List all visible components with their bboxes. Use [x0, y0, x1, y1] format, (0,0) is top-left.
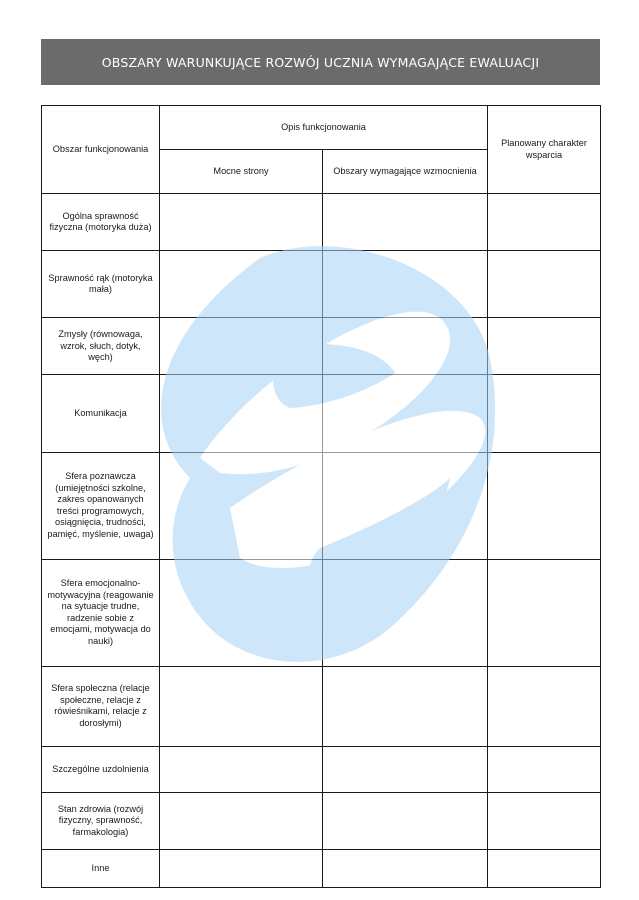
support-cell[interactable]	[488, 453, 601, 559]
table-row	[42, 746, 601, 792]
row-area-label: Sfera poznawcza (umiejętności szkolne, zakres opanowanych treści programowych, osiągnięcia, trudności, pamięć, myślenie, uwaga)	[42, 453, 160, 559]
needs-cell[interactable]	[323, 666, 488, 746]
needs-cell[interactable]	[323, 453, 488, 559]
needs-cell[interactable]	[323, 746, 488, 792]
needs-cell[interactable]	[323, 792, 488, 849]
strengths-cell[interactable]	[160, 251, 323, 318]
row-area-label: Inne	[42, 849, 160, 887]
header-support: Planowany charakter wsparcia	[488, 106, 601, 194]
table-row	[42, 849, 601, 887]
needs-cell[interactable]	[323, 375, 488, 453]
needs-cell[interactable]	[323, 318, 488, 375]
strengths-cell[interactable]	[160, 849, 323, 887]
strengths-cell[interactable]	[160, 746, 323, 792]
row-area-label: Zmysły (równowaga, wzrok, słuch, dotyk, węch)	[42, 318, 160, 375]
row-area-label: Sprawność rąk (motoryka mała)	[42, 251, 160, 318]
table-row	[42, 251, 601, 318]
needs-cell[interactable]	[323, 251, 488, 318]
strengths-cell[interactable]	[160, 792, 323, 849]
support-cell[interactable]	[488, 792, 601, 849]
row-area-label: Sfera społeczna (relacje społeczne, relacje z rówieśnikami, relacje z dorosłymi)	[42, 666, 160, 746]
header-strengths: Mocne strony	[160, 150, 323, 194]
row-area-label: Stan zdrowia (rozwój fizyczny, sprawność, farmakologia)	[42, 792, 160, 849]
row-area-label: Ogólna sprawność fizyczna (motoryka duża)	[42, 194, 160, 251]
page-title: OBSZARY WARUNKUJĄCE ROZWÓJ UCZNIA WYMAGAJĄCE EWALUACJI	[101, 54, 540, 70]
row-area-label: Szczególne uzdolnienia	[42, 746, 160, 792]
needs-cell[interactable]	[323, 849, 488, 887]
row-area-label: Sfera emocjonalno-motywacyjna (reagowanie na sytuacje trudne, radzenie sobie z emocjami, motywacja do nauki)	[42, 559, 160, 666]
strengths-cell[interactable]	[160, 375, 323, 453]
strengths-cell[interactable]	[160, 453, 323, 559]
header-area: Obszar funkcjonowania	[42, 106, 160, 194]
strengths-cell[interactable]	[160, 194, 323, 251]
needs-cell[interactable]	[323, 194, 488, 251]
table-row	[42, 666, 601, 746]
page-title-banner	[41, 39, 600, 85]
support-cell[interactable]	[488, 849, 601, 887]
row-area-label: Komunikacja	[42, 375, 160, 453]
support-cell[interactable]	[488, 194, 601, 251]
support-cell[interactable]	[488, 375, 601, 453]
support-cell[interactable]	[488, 251, 601, 318]
support-cell[interactable]	[488, 559, 601, 666]
table-row	[42, 318, 601, 375]
support-cell[interactable]	[488, 746, 601, 792]
strengths-cell[interactable]	[160, 318, 323, 375]
strengths-cell[interactable]	[160, 559, 323, 666]
table-row	[42, 375, 601, 453]
evaluation-table	[41, 105, 601, 888]
table-header-row	[42, 106, 601, 150]
table-row	[42, 453, 601, 559]
table-row	[42, 194, 601, 251]
support-cell[interactable]	[488, 666, 601, 746]
header-needs: Obszary wymagające wzmocnienia	[323, 150, 488, 194]
strengths-cell[interactable]	[160, 666, 323, 746]
needs-cell[interactable]	[323, 559, 488, 666]
table-row	[42, 559, 601, 666]
table-row	[42, 792, 601, 849]
header-description: Opis funkcjonowania	[160, 106, 488, 150]
support-cell[interactable]	[488, 318, 601, 375]
